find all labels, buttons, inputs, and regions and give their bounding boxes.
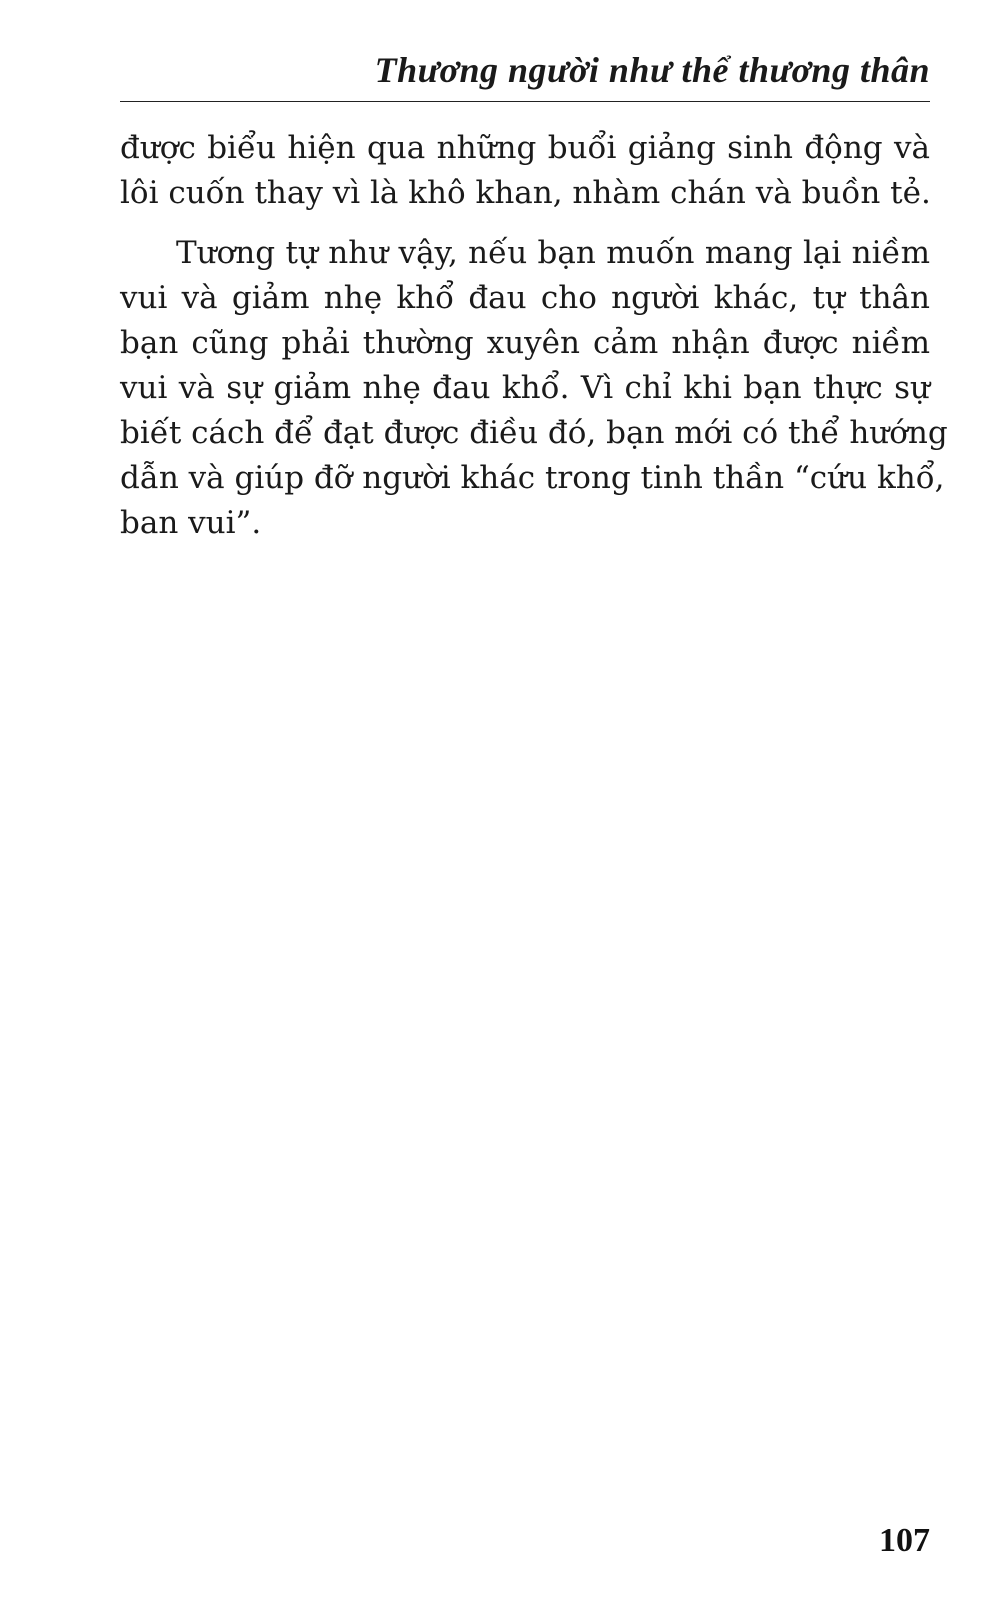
- text-line: Tương tự như vậy, nếu bạn muốn mang lại niềm: [176, 235, 930, 271]
- text-line: biết cách để đạt được điều đó, bạn mới có thể hướng: [120, 415, 948, 451]
- text-line: lôi cuốn thay vì là khô khan, nhàm chán và buồn tẻ.: [120, 175, 931, 211]
- text-line: vui và sự giảm nhẹ đau khổ. Vì chỉ khi bạn thực sự: [120, 370, 930, 406]
- running-header-title: Thương người như thể thương thân: [374, 50, 930, 90]
- text-line: dẫn và giúp đỡ người khác trong tinh thần “cứu khổ,: [120, 460, 945, 496]
- header-rule: [120, 101, 930, 102]
- page-number: 107: [879, 1522, 930, 1559]
- paragraph-2: [120, 231, 948, 546]
- text-line: bạn cũng phải thường xuyên cảm nhận được niềm: [120, 325, 930, 361]
- text-line: ban vui”.: [120, 505, 262, 541]
- paragraph-1: [120, 126, 930, 216]
- text-line: vui và giảm nhẹ khổ đau cho người khác, tự thân: [120, 280, 930, 316]
- text-line: được biểu hiện qua những buổi giảng sinh động và: [120, 130, 930, 166]
- body-text: [120, 126, 948, 546]
